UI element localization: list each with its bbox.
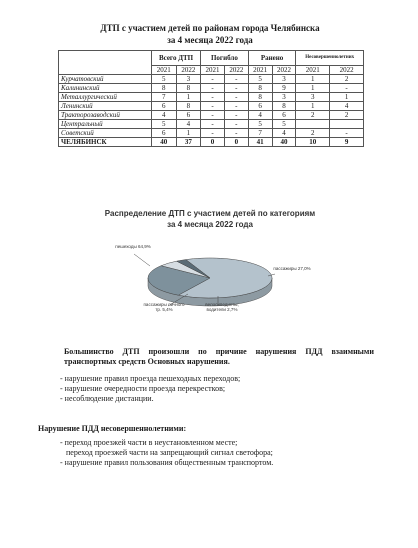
- table-value-cell: 2: [330, 75, 364, 84]
- pie-chart: [90, 236, 330, 336]
- table-value-cell: 8: [176, 102, 201, 111]
- pie-label-passengers: пассажиры 27,0%: [273, 266, 311, 271]
- causes-paragraph: Большинство ДТП произошли по причине нарушения ПДД взаимными транспортных средств Основных нарушения.: [64, 347, 374, 366]
- table-value-cell: 40: [272, 138, 296, 147]
- list-item: - нарушение очередности проезда перекрестков;: [60, 384, 226, 393]
- table-value-cell: 8: [176, 84, 201, 93]
- pie-label-private-passengers: пассажиры личного тр. 5,4%: [143, 302, 185, 312]
- table-total-row: [59, 138, 364, 147]
- table-value-cell: -: [201, 93, 225, 102]
- group-header: Всего ДТП: [152, 51, 201, 66]
- title-line-1: ДТП с участием детей по районам города Челябинска: [100, 23, 320, 33]
- table-value-cell: 9: [272, 84, 296, 93]
- table-value-cell: [330, 120, 364, 129]
- table-row: [59, 75, 364, 84]
- violations-list: [60, 374, 240, 404]
- table-value-cell: 9: [330, 138, 364, 147]
- list-item: - переход проезжей части в неустановленном месте;: [60, 438, 238, 447]
- district-name-cell: Калининский: [59, 84, 152, 93]
- chart-title-line-1: Распределение ДТП с участием детей по категориям: [104, 209, 316, 218]
- table-value-cell: 0: [224, 138, 248, 147]
- chart-title-line-2: за 4 месяца 2022 года: [167, 220, 253, 229]
- district-name-cell: Ленинский: [59, 102, 152, 111]
- pie-label-pedestrians: пешеходы 64,9%: [115, 244, 151, 249]
- table-value-cell: 1: [296, 102, 330, 111]
- table-value-cell: 8: [152, 84, 177, 93]
- pie-chart-svg: [90, 236, 330, 336]
- table-value-cell: 5: [152, 120, 177, 129]
- district-name-cell: Курчатовский: [59, 75, 152, 84]
- group-header: Погибло: [201, 51, 249, 66]
- minors-violations-list: [60, 438, 273, 468]
- table-value-cell: 4: [248, 111, 272, 120]
- table-value-cell: -: [224, 111, 248, 120]
- table-value-cell: 3: [296, 93, 330, 102]
- table-value-cell: 1: [296, 84, 330, 93]
- table-value-cell: 1: [176, 93, 201, 102]
- table-row: [59, 84, 364, 93]
- table-value-cell: 10: [296, 138, 330, 147]
- table-value-cell: [296, 120, 330, 129]
- list-item: - нарушение правил проезда пешеходных переходов;: [60, 374, 241, 383]
- list-item: - несоблюдение дистанции.: [60, 394, 154, 403]
- table-value-cell: -: [201, 129, 225, 138]
- table-value-cell: 5: [152, 75, 177, 84]
- table-value-cell: 37: [176, 138, 201, 147]
- table-row: [59, 129, 364, 138]
- district-name-cell: Металлургический: [59, 93, 152, 102]
- table-body: [59, 75, 364, 147]
- table-value-cell: -: [224, 84, 248, 93]
- year-header: 2022: [330, 66, 364, 75]
- table-row: [59, 93, 364, 102]
- table-value-cell: 8: [272, 102, 296, 111]
- table-value-cell: -: [201, 120, 225, 129]
- table-value-cell: 8: [248, 93, 272, 102]
- group-header: Ранено: [248, 51, 296, 66]
- table-row: [59, 111, 364, 120]
- district-stats-table: [58, 50, 364, 147]
- year-header: 2021: [248, 66, 272, 75]
- table-value-cell: -: [201, 111, 225, 120]
- table-value-cell: 6: [272, 111, 296, 120]
- table-value-cell: 4: [152, 111, 177, 120]
- district-name-cell: Тракторозаводский: [59, 111, 152, 120]
- table-value-cell: -: [330, 129, 364, 138]
- table-value-cell: 6: [152, 102, 177, 111]
- year-header: 2022: [224, 66, 248, 75]
- year-header: 2022: [176, 66, 201, 75]
- table-value-cell: 7: [152, 93, 177, 102]
- table-row: [59, 102, 364, 111]
- table-value-cell: 1: [176, 129, 201, 138]
- table-value-cell: 6: [248, 102, 272, 111]
- district-name-cell: Советский: [59, 129, 152, 138]
- list-item: - нарушение правил пользования общественным транспортом.: [60, 458, 274, 467]
- table-value-cell: -: [224, 75, 248, 84]
- list-item: переход проезжей части на запрещающий сигнал светофора;: [66, 448, 273, 457]
- table-value-cell: 2: [330, 111, 364, 120]
- table-value-cell: -: [201, 102, 225, 111]
- table-value-cell: 40: [152, 138, 177, 147]
- minors-violations-heading: Нарушение ПДД несовершеннолетними:: [38, 424, 187, 433]
- table-value-cell: -: [224, 102, 248, 111]
- table-value-cell: 5: [248, 75, 272, 84]
- year-header: 2022: [272, 66, 296, 75]
- total-label-cell: ЧЕЛЯБИНСК: [59, 138, 152, 147]
- table-value-cell: -: [330, 84, 364, 93]
- table-group-header-row: [59, 51, 364, 66]
- table-value-cell: 2: [296, 111, 330, 120]
- group-header: Несовершеннолетних: [296, 51, 364, 66]
- pie-label-cyclists: велосипедисты, водители 2,7%: [205, 302, 239, 312]
- table-row: [59, 120, 364, 129]
- table-value-cell: -: [224, 129, 248, 138]
- table-value-cell: 5: [248, 120, 272, 129]
- document-title: [60, 22, 360, 46]
- table-value-cell: 6: [152, 129, 177, 138]
- table-value-cell: 4: [272, 129, 296, 138]
- table-value-cell: -: [201, 75, 225, 84]
- table-value-cell: -: [201, 84, 225, 93]
- table-value-cell: 41: [248, 138, 272, 147]
- table-value-cell: -: [224, 93, 248, 102]
- table-value-cell: -: [224, 120, 248, 129]
- table-value-cell: 3: [272, 75, 296, 84]
- title-line-2: за 4 месяца 2022 года: [167, 35, 253, 45]
- table-value-cell: 4: [330, 102, 364, 111]
- pie-leader-line: [134, 254, 150, 266]
- year-header: 2021: [296, 66, 330, 75]
- chart-title: [80, 208, 340, 230]
- year-header: 2021: [201, 66, 225, 75]
- district-name-cell: Центральный: [59, 120, 152, 129]
- table-value-cell: 8: [248, 84, 272, 93]
- table-value-cell: 3: [272, 93, 296, 102]
- table-value-cell: 1: [330, 93, 364, 102]
- table-value-cell: 6: [176, 111, 201, 120]
- table-value-cell: 3: [176, 75, 201, 84]
- table-value-cell: 1: [296, 75, 330, 84]
- table-value-cell: 0: [201, 138, 225, 147]
- table-value-cell: 4: [176, 120, 201, 129]
- table-value-cell: 7: [248, 129, 272, 138]
- empty-corner-cell: [59, 51, 152, 75]
- table-value-cell: 2: [296, 129, 330, 138]
- table-value-cell: 5: [272, 120, 296, 129]
- year-header: 2021: [152, 66, 177, 75]
